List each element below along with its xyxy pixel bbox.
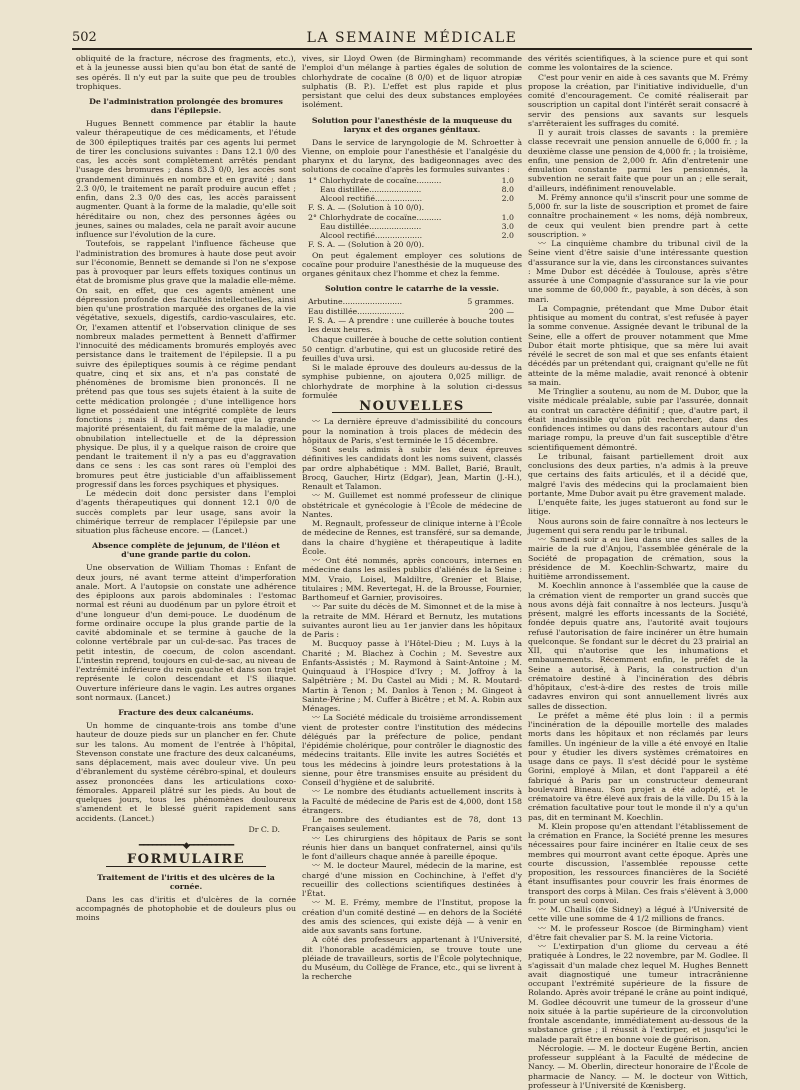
obituary: Nécrologie. — M. le docteur Eugène Bertin, ancien professeur suppléant à la Faculté de médecine de Nancy. — M. Oberlin, directeur honoraire de l'École de pharmacie de Nancy. — M. le docteur von Wittich, professeur à l'Université de Kœnisberg. bbox=[528, 1043, 748, 1090]
column-1 bbox=[76, 54, 296, 1064]
paragraph: M. Bucquoy passe à l'Hôtel-Dieu ; M. Luys à la Charité ; M. Blachez à Cochin ; M. Sevestre aux Enfants-Assistés ; M. Raymond à Saint-Antoine ; M. Quinquaud à l'Hospice d'Ivry ; M. Joffroy à la Salpêtrière ; M. Du Castel au Midi ; M. R. Moutard-Martin à Tenon ; M. Danlos à Tenon ; M. Gingeot à Sainte-Périne ; M. Cuffer à Bicêtre ; et M. A. Robin aux Ménages. bbox=[302, 639, 522, 713]
prescription-line: F. S. A. — (Solution à 20 0/0). bbox=[308, 240, 425, 250]
tilde-ornament-icon: 〰 bbox=[538, 942, 554, 951]
news-item: 〰 La cinquième chambre du tribunal civil de la Seine vient d'être saisie d'une intéressante question d'assurance sur la vie, dans les circonstances suivantes : Mme Dubor est décédée à Toulouse, après s'être assurée à une Compagnie d'assurance sur la vie pour une somme de 60,000 fr., payable, à son décès, à son mari. bbox=[528, 239, 748, 304]
paragraph: Il y aurait trois classes de savants : la première classe recevrait une pension annuelle de 6,000 fr. ; la deuxième classe une pension de 4,000 fr. ; la troisième, enfin, une pension de 2,000 fr. Afin d'entretenir une émulation constante parmi les pensionnés, la subvention ne serait faite que pour un an ; elle serait, d'ailleurs, indéfiniment renouvelable. bbox=[528, 128, 748, 193]
news-item: 〰 M. E. Frémy, membre de l'Institut, propose la création d'un comité destiné — en dehors de la Société des amis des sciences, qui existe déjà — à venir en aide aux savants sans fortune. bbox=[302, 898, 522, 935]
paragraph: L'enquête faite, les juges statueront au fond sur le litige. bbox=[528, 498, 748, 517]
news-item: 〰 Les chirurgiens des hôpitaux de Paris se sont réunis hier dans un banquet confraternel, ainsi qu'ils le font d'ailleurs chaque année à pareille époque. bbox=[302, 833, 522, 861]
tilde-ornament-icon: 〰 bbox=[312, 787, 324, 797]
section-title-formulaire: FORMULAIRE bbox=[106, 855, 266, 866]
news-item: 〰 Par suite du décès de M. Simonnet et de la mise à la retraite de MM. Hérard et Bernutz, les mutations suivantes auront lieu au 1er janvier dans les hôpitaux de Paris : bbox=[302, 602, 523, 639]
paragraph: obliquité de la fracture, nécrose des fragments, etc.), et à la jeunesse aussi bien qu'au bon état de santé de ses opérés. Il n'y eut par la suite que peu de troubles trophiques. bbox=[76, 54, 296, 91]
paragraph: C'est pour venir en aide à ces savants que M. Frémy propose la création, par l'initiative individuelle, d'un comité d'encouragement. Ce comité réaliserait par souscription un capital dont l'intérêt serait consacré à servir des pensions aux savants sur lesquels s'arrêteraient les suffrages du comité. bbox=[528, 72, 748, 128]
paragraph: M. Koechlin annonce à l'assemblée que la cause de la crémation vient de remporter un grand succès que nous avons déjà fait connaître à nos lecteurs. Jusqu'à présent, malgré les efforts incessants de la Société, fondée depuis quatre ans, l'autorité avait toujours refusé l'autorisation de faire incinérer un être humain quelconque. Se fondant sur le décret du 23 prairial an XII, qui n'autorise que les inhumations et embaumements. Récemment enfin, le préfet de la Seine a autorisé, à Paris, la construction d'un crématoire destiné à l'incinération des débris d'hôpitaux, c'est-à-dire des restes de trois mille cadavres environ qui sont annuellement livrés aux salles de dissection. bbox=[528, 581, 748, 711]
article-heading: Traitement de l'iritis et des ulcères de la cornée. bbox=[97, 872, 275, 891]
news-item: 〰 Samedi soir a eu lieu dans une des salles de la mairie de la rue d'Anjou, l'assemblée générale de la Société de propagation de crémation, sous la présidence de M. Koechlin-Schwartz, maire du huitième arrondissement. bbox=[528, 535, 749, 581]
paragraph: Toutefois, se rappelant l'influence fâcheuse que l'administration des bromures à haute dose peut avoir sur l'économie, Bennett se demande si l'on ne s'expose pas à provoquer par leurs effets toxiques continus un état de bromisme plus grave que la maladie elle-même. On sait, en effet, que ces agents amènent une dépression profonde des facultés intellectuelles, ainsi bien qu'une prostration marquée des organes de la vie végétative, sexuels, digestifs, cardio-vasculaires, etc. Or, l'examen attentif et l'observation clinique de ses nombreux malades permettent à Bennett d'affirmer l'innocuité des médicaments bromurés employés avec persistance dans le traitement de l'épilepsie. Il a pu suivre des épileptiques soumis à ce régime pendant quatre, cinq et six ans, et n'a pas constaté de phénomènes de bromisme bien prononcés. Il ne prétend pas que tous ses sujets étaient à la suite de cette médication prolongée ; d'une intelligence hors ligne et possédaient une intégrité complète de leurs fonctions ; mais il fait remarquer que la grande majorité présentaient, du fait même de la maladie, une obnubilation intellectuelle et de la dépression physique. De plus, il y a quelque raison de croire que pendant le traitement il n'y a pas eu d'aggravation dans ce sens : les cas sont rares où l'emploi des bromures peut être justiciable d'un affaiblissement progressif dans les forces psychiques et physiques. bbox=[76, 239, 296, 489]
section-title-nouvelles: NOUVELLES bbox=[332, 402, 492, 413]
prescription-line: F. S. A. — (Solution à 10 0/0). bbox=[308, 203, 425, 213]
article-heading: Fracture des deux calcanéums. bbox=[118, 708, 254, 717]
paragraph: M. Regnault, professeur de clinique interne à l'École de médecine de Rennes, est transféré, sur sa demande, dans la chaire d'hygiène et thérapeutique à ladite École. bbox=[302, 519, 522, 556]
column-3 bbox=[528, 54, 749, 1090]
paragraph: Sont seuls admis à subir les deux épreuves définitives les candidats dont les noms suivent, classés par ordre alphabétique : MM. Ballet, Barié, Brault, Brocq, Gaucher, Hirtz (Edgar), Jean, Martin (J.-H.), Renault et Talamon. bbox=[302, 445, 522, 491]
tilde-ornament-icon: 〰 bbox=[538, 239, 552, 248]
page-header bbox=[72, 30, 752, 50]
paragraph: Hugues Bennett commence par établir la haute valeur thérapeutique de ces médicaments, et l'étude de 300 épileptiques traités par ces agents lui permet de tirer les conclusions suivantes : Dans 12.1 0/0 des cas, les accès sont complètement arrêtés pendant l'usage des bromures ; dans 83.3 0/0, les accès sont grandement diminués en nombre et en gravité ; dans 2.3 0/0, le traitement ne paraît produire aucun effet ; enfin, dans 2.3 0/0 des cas, les accès paraissent augmenter. Quant à la forme de la maladie, qu'elle soit héréditaire ou non, chez des personnes âgées ou jeunes, saines ou malades, cela ne paraît avoir aucune influence sur l'évolution de la cure. bbox=[76, 119, 296, 239]
page-number: 502 bbox=[72, 30, 97, 45]
article-heading: Solution pour l'anesthésie de la muqueuse du larynx et des organes génitaux. bbox=[311, 115, 513, 134]
tilde-ornament-icon: 〰 bbox=[538, 535, 550, 544]
paragraph: La Compagnie, prétendant que Mme Dubor était phtisique au moment du contrat, s'est refusée à payer la somme convenue. Assignée devant le tribunal de la Seine, elle a offert de prouver notamment que Mme Dubor était morte phtisique, que sa mère lui avait révélé le secret de son mal et que ses enfants étaient décédés par un prétendant qui, craignant qu'elle ne fût atteinte de la même maladie, avait renoncé à obtenir sa main. bbox=[528, 303, 748, 387]
news-item: 〰 M. Challis (de Sidney) a légué à l'Université de cette ville une somme de 4 1/2 millions de francs. bbox=[528, 905, 749, 924]
header-rule bbox=[72, 48, 752, 50]
news-item: 〰 M. le docteur Maurel, médecin de la marine, est chargé d'une mission en Cochinchine, à l'effet d'y recueillir des collections scientifiques destinées à l'État. bbox=[302, 861, 522, 898]
paragraph: vives, sir Lloyd Owen (de Birmingham) recommande l'emploi d'un mélange à parties égales de solution de chlorhydrate de cocaïne (8 0/0) et de liquor atropiæ sulphatis (B. P.). L'effet est plus rapide et plus persistant que celui des deux substances employées isolément. bbox=[302, 54, 522, 110]
paragraph: Le médecin doit donc persister dans l'emploi d'agents thérapeutiques qui donnent 12.1 0/0 de succès complets par leur usage, sans avoir la chimérique terreur de remplacer l'épilepsie par une situation plus fâcheuse encore. — (Lancet.) bbox=[76, 489, 296, 535]
tilde-ornament-icon: 〰 bbox=[312, 898, 325, 908]
article-heading: Solution contre le catarrhe de la vessie. bbox=[324, 284, 500, 294]
article-heading: De l'administration prolongée des bromures dans l'épilepsie. bbox=[89, 97, 283, 115]
tilde-ornament-icon: 〰 bbox=[312, 491, 325, 501]
prescription-line: Alcool rectifié................... 2.0 bbox=[320, 231, 514, 240]
paragraph: Un homme de cinquante-trois ans tombe d'une hauteur de douze pieds sur un plancher en fer. Chute sur les talons. Au moment de l'entrée à l'hôpital, Stevenson constate une fracture des deux calcanéums, sans déplacement, mais avec douleur vive. Un peu d'ébranlement du système cérébro-spinal, et douleurs assez prononcées dans les articulations coxo-fémorales. Appareil plâtré sur les pieds. Au bout de quelques jours, tous les phénomènes douloureux s'amendent et le blessé guérit rapidement sans accidents. (Lancet.) bbox=[76, 721, 296, 823]
prescription-block bbox=[302, 176, 522, 250]
prescription-line: F. S. A. — A prendre : une cuillerée à bouche toutes les deux heures. bbox=[308, 315, 514, 334]
news-item: 〰 L'extirpation d'un gliome du cerveau a été pratiquée à Londres, le 22 novembre, par M. Godlee. Il s'agissait d'un malade chez lequel M. Hughes Bennett avait diagnostiqué une tumeur intracrânienne occupant l'extrémité supérieure de la fissure de Rolando. Après avoir trépané le crâne au point indiqué, M. Godlee découvrit une tumeur de la grosseur d'une noix située à la partie supérieure de la circonvolution frontale ascendante, immédiatement au-dessous de la substance grise ; il réussit à l'extirper, et jusqu'ici le malade paraît être en bonne voie de guérison. bbox=[528, 942, 748, 1044]
prescription-line: Eau distillée..................... 8.0 bbox=[320, 184, 514, 194]
paragraph: Dans le service de laryngologie de M. Schroetter à Vienne, on emploie pour l'anesthésie et l'analgésie du pharynx et du larynx, des badigeonnages avec des solutions de cocaïne d'après les formules suivantes : bbox=[302, 137, 522, 175]
news-item: 〰 Ont été nommés, après concours, internes en médecine dans les asiles publics d'aliénés de la Seine : MM. Vraio, Loisel, Maldiltre, Grenier et Blaise, titulaires ; MM. Revertegat, H. de la Brousse, Fournier, Barthomeuf et Garnier, provisoires. bbox=[302, 556, 522, 602]
paragraph: Chaque cuillerée à bouche de cette solution contient 50 centigr. d'arbutine, qui est un glucoside retiré des feuilles d'uva ursi. bbox=[302, 335, 522, 363]
tilde-ornament-icon: 〰 bbox=[538, 905, 551, 914]
news-item: 〰 M. le professeur Roscoe (de Birmingham) vient d'être fait chevalier par S. M. la reine Victoria. bbox=[528, 923, 748, 942]
paragraph: Me Tringlier a soutenu, au nom de M. Dubor, que la visite médicale préalable, subie par l'assurée, donnait au contrat un caractère définitif ; que, d'autre part, il était inadmissible qu'on pût rechercher, dans des confidences intimes ou dans des racontars autour d'un mariage rompu, la preuve d'un fait susceptible d'être scientifiquement démontré. bbox=[528, 387, 748, 452]
paragraph: Nous aurons soin de faire connaître à nos lecteurs le jugement qui sera rendu par le tribunal. bbox=[528, 516, 748, 535]
paragraph: Le nombre des étudiantes est de 78, dont 13 Françaises seulement. bbox=[302, 815, 522, 834]
prescription-line: Eau distillée..................... 3.0 bbox=[320, 221, 514, 231]
paragraph: Le préfet a même été plus loin : il a permis l'incinération de la dépouille mortelle des malades morts dans les hôpitaux et non réclamés par leurs familles. Un ingénieur de la ville a été envoyé en Italie pour y étudier les divers systèmes crématoires en usage dans ce pays. Il s'est décidé pour le système Gorini, employé à Milan, et dont l'appareil a été fabriqué à Paris par un constructeur demeurant boulevard Bineau. Son projet a été adopté, et le crématoire va être élevé aux frais de la ville. Du 15 à la crémation facultative pour tout le monde il n'y a qu'un pas, dit en terminant M. Koechlin. bbox=[528, 710, 748, 822]
tilde-ornament-icon: 〰 bbox=[312, 861, 324, 871]
prescription-line: Alcool rectifié................... 2.0 bbox=[320, 194, 514, 203]
paragraph: On peut également employer ces solutions de cocaïne pour produire l'anesthésie de la muqueuse des organes génitaux chez l'homme et chez la femme. bbox=[302, 250, 522, 278]
news-item: 〰 Le nombre des étudiants actuellement inscrits à la Faculté de médecine de Paris est de 4,000, dont 158 étrangers. bbox=[302, 787, 523, 815]
column-2 bbox=[302, 54, 522, 1064]
tilde-ornament-icon: 〰 bbox=[312, 556, 326, 565]
journal-title: LA SEMAINE MÉDICALE bbox=[306, 30, 518, 46]
paragraph: A côté des professeurs appartenant à l'Université, dit l'honorable académicien, se trouve toute une pléiade de travailleurs, sortis de l'École polytechnique, du Muséum, du Collège de France, etc., qui se livrent à la recherche bbox=[302, 935, 522, 982]
paragraph: M. Klein propose qu'en attendant l'établissement de la crémation en France, la Société prenne les mesures nécessaires pour faire incinérer en Italie ceux de ses membres qui mourront avant cette époque. Après une courte discussion, l'assemblée repousse cette proposition, les ressources financières de la Société étant insuffisantes pour couvrir les frais énormes de transport des corps à Milan. Ces frais s'élèvent à 3,000 fr. pour un seul convoi. bbox=[528, 821, 748, 905]
prescription-line: 1° Chlorhydrate de cocaïne.......... 1.0 bbox=[308, 175, 514, 185]
prescription-line: Arbutine........................ 5 grammes. bbox=[308, 297, 514, 307]
tilde-ornament-icon: 〰 bbox=[312, 833, 326, 843]
paragraph: Dans les cas d'iritis et d'ulcères de la cornée accompagnés de photophobie et de douleurs plus ou moins bbox=[76, 894, 296, 922]
ornament-divider: ━━━━━━━━━━◆━━━━━━━━━━ bbox=[138, 841, 234, 851]
tilde-ornament-icon: 〰 bbox=[538, 923, 551, 933]
news-item: 〰 M. Guillemet est nommé professeur de clinique obstétricale et gynécologie à l'École de médecine de Nantes. bbox=[302, 491, 522, 519]
prescription-line: 2° Chlorhydrate de cocaïne.......... 1.0 bbox=[308, 212, 514, 222]
tilde-ornament-icon: 〰 bbox=[312, 713, 324, 723]
article-heading: Absence complète de jejunum, de l'iléon et d'une grande partie du colon. bbox=[92, 541, 280, 560]
news-item: 〰 La Société médicale du troisième arrondissement vient de protester contre l'institution des médecins délégués par la préfecture de police, pendant l'épidémie cholérique, pour contrôler le diagnostic des médecins traitants. Elle invite les autres Sociétés et tous les médecins à joindre leurs protestations à la sienne, pour être transmises ensuite au président du Conseil d'hygiène et de salubrité. bbox=[302, 713, 522, 787]
author-signature: Dr C. D. bbox=[248, 824, 280, 834]
paragraph: Si le malade éprouve des douleurs au-dessus de la symphise pubienne, on ajoutera 0,025 milligr. de chlorhydrate de morphine à la solution ci-dessus formulée bbox=[302, 363, 522, 400]
paragraph: des vérités scientifiques, à la science pure et qui sont comme les volontaires de la science. bbox=[528, 54, 748, 73]
prescription-block bbox=[302, 297, 522, 334]
paragraph: Une observation de William Thomas : Enfant de deux jours, né avant terme atteint d'imperforation anale. Mort. A l'autopsie on constate une adhérence des épiploons aux parois abdominales : l'estomac normal est réuni au duodénum par un pylore étroit et d'une longueur d'un demi-pouce. Le duodénum de forme ordinaire occupe la plus grande partie de la cavité abdominale et se termine à gauche de la colonne vertébrale par un cul-de-sac. Pas traces de petit intestin, de coecum, de colon ascendant. L'intestin reprend, toujours en cul-de-sac, au niveau de l'extrémité inférieure du rein gauche et dans son trajet représente le colon descendant et l'S iliaque. Ouverture inférieure dans le vagin. Les autres organes sont normaux. (Lancet.) bbox=[76, 563, 296, 702]
tilde-ornament-icon: 〰 bbox=[312, 417, 324, 427]
prescription-line: Eau distillée................... 200 — bbox=[308, 306, 514, 316]
tilde-ornament-icon: 〰 bbox=[312, 602, 323, 612]
news-item: 〰 La dernière épreuve d'admissibilité du concours pour la nomination à trois places de médecin des hôpitaux de Paris, s'est terminée le 15 décembre. bbox=[302, 417, 522, 445]
paragraph: M. Frémy annonce qu'il s'inscrit pour une somme de 5,000 fr. sur la liste de souscription et promet de faire connaître prochainement « les noms, déjà nombreux, de ceux qui veulent bien prendre part à cette souscription. » bbox=[528, 192, 748, 239]
paragraph: Le tribunal, faisant partiellement droit aux conclusions des deux parties, n'a admis à la preuve que certains des faits articulés, et il a décidé que, malgré l'avis des médecins qui la proclamaient bien portante, Mme Dubor avait pu être gravement malade. bbox=[528, 451, 748, 498]
